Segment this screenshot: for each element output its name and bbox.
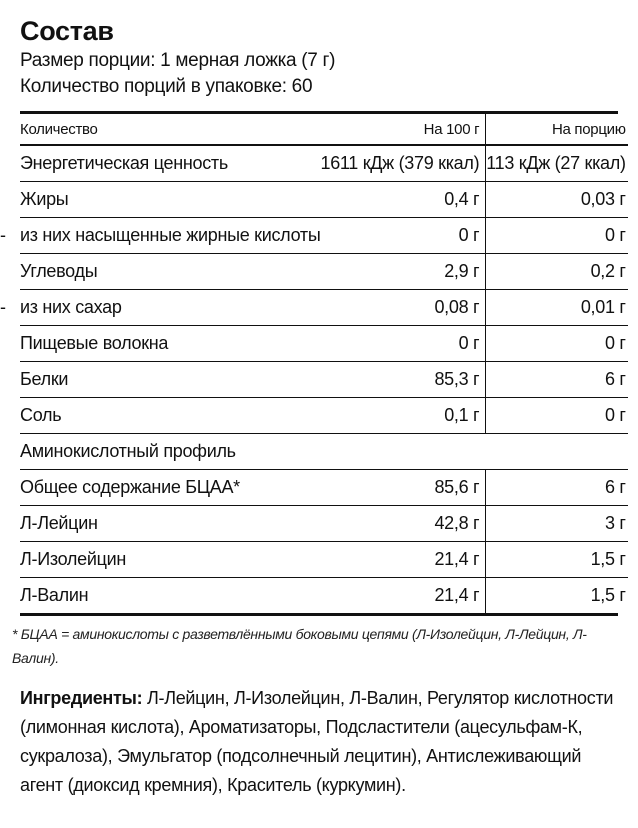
value-per-serving: 6 г [486,362,628,398]
value-per-serving: 1,5 г [486,542,628,578]
table-row [20,182,628,218]
nutrition-table [0,114,628,613]
nutrient-name: Белки [20,369,69,389]
nutrient-name: Энергетическая ценность [20,153,228,173]
value-per-serving: 6 г [486,470,628,506]
ingredients-block [20,684,618,800]
table-row [20,145,628,182]
bcaa-footnote: * БЦАА = аминокислоты с разветвлёнными боковыми цепями (Л-Изолейцин, Л-Лейцин, Л-Валин). [12,626,587,666]
header-per-serving: На порцию [486,114,628,145]
nutrient-name-cell [20,578,320,614]
value-per-100g: 0,1 г [320,398,485,434]
nutrient-name-cell [20,506,320,542]
sub-item-dash: - [0,225,6,245]
table-row [20,578,628,614]
nutrition-panel [0,14,626,800]
table-row [20,362,628,398]
nutrient-name-cell [20,470,320,506]
table-row [20,254,628,290]
table-row [20,470,628,506]
nutrient-name: Жиры [20,189,69,209]
table-bottom-rule [20,613,618,616]
value-per-serving: 0,2 г [486,254,628,290]
value-per-serving: 0,03 г [486,182,628,218]
value-per-serving: 113 кДж (27 ккал) [486,145,628,182]
nutrient-name: из них сахар [20,297,122,317]
value-per-100g: 21,4 г [320,578,485,614]
nutrient-name: Л-Валин [20,585,89,605]
nutrient-name-cell [0,290,320,326]
nutrient-name: Соль [20,405,62,425]
nutrient-name-cell [20,398,320,434]
nutrient-name-cell [20,145,320,182]
table-row [20,326,628,362]
table-row [20,290,628,326]
value-per-100g: 0,08 г [320,290,485,326]
table-row [20,218,628,254]
nutrient-name-cell [20,542,320,578]
nutrient-name: Общее содержание БЦАА* [20,477,240,497]
value-per-serving: 0 г [486,326,628,362]
value-per-serving: 0,01 г [486,290,628,326]
value-per-100g: 0,4 г [320,182,485,218]
value-per-serving: 0 г [486,398,628,434]
value-per-100g: 85,3 г [320,362,485,398]
table-row [20,398,628,434]
value-per-100g: 21,4 г [320,542,485,578]
nutrient-name: Аминокислотный профиль [20,441,236,461]
nutrient-name-cell [20,434,628,470]
nutrient-name-cell [20,254,320,290]
value-per-100g: 42,8 г [320,506,485,542]
nutrient-name-cell [20,362,320,398]
page-title: Состав [20,16,114,46]
serving-size: Размер порции: 1 мерная ложка (7 г) [20,50,336,71]
nutrient-name-cell [20,326,320,362]
ingredients-text: Л-Лейцин, Л-Изолейцин, Л-Валин, Регулятор кислотности (лимонная кислота), Ароматизаторы, Подсластители (ацесульфам-К, сукралоза), Эмульгатор (подсолнечный лецитин), Антислеживающий агент (диоксид кремния), Краситель (куркумин). [20,688,614,795]
value-per-serving: 1,5 г [486,578,628,614]
nutrient-name: Л-Лейцин [20,513,98,533]
nutrient-name-cell [0,218,321,254]
header-per-100g: На 100 г [423,120,480,138]
table-header-row [20,114,628,145]
nutrient-name: Пищевые волокна [20,333,169,353]
value-per-100g: 1611 кДж (379 ккал) [320,145,485,182]
nutrient-name: из них насыщенные жирные кислоты [20,225,321,245]
sub-item-dash: - [0,297,6,317]
nutrient-name: Л-Изолейцин [20,549,126,569]
servings-per-pack: Количество порций в упаковке: 60 [20,76,313,97]
table-row [20,434,628,470]
ingredients-label: Ингредиенты: [20,688,143,708]
table-row [20,542,628,578]
value-per-100g: 0 г [320,326,485,362]
value-per-100g: 2,9 г [320,254,485,290]
table-row [20,506,628,542]
value-per-100g: 85,6 г [320,470,485,506]
value-per-serving: 0 г [486,218,628,254]
nutrient-name: Углеводы [20,261,98,281]
nutrient-name-cell [20,182,320,218]
header-quantity: Количество [20,120,98,138]
value-per-serving: 3 г [486,506,628,542]
value-per-100g: 0 г [320,218,485,254]
